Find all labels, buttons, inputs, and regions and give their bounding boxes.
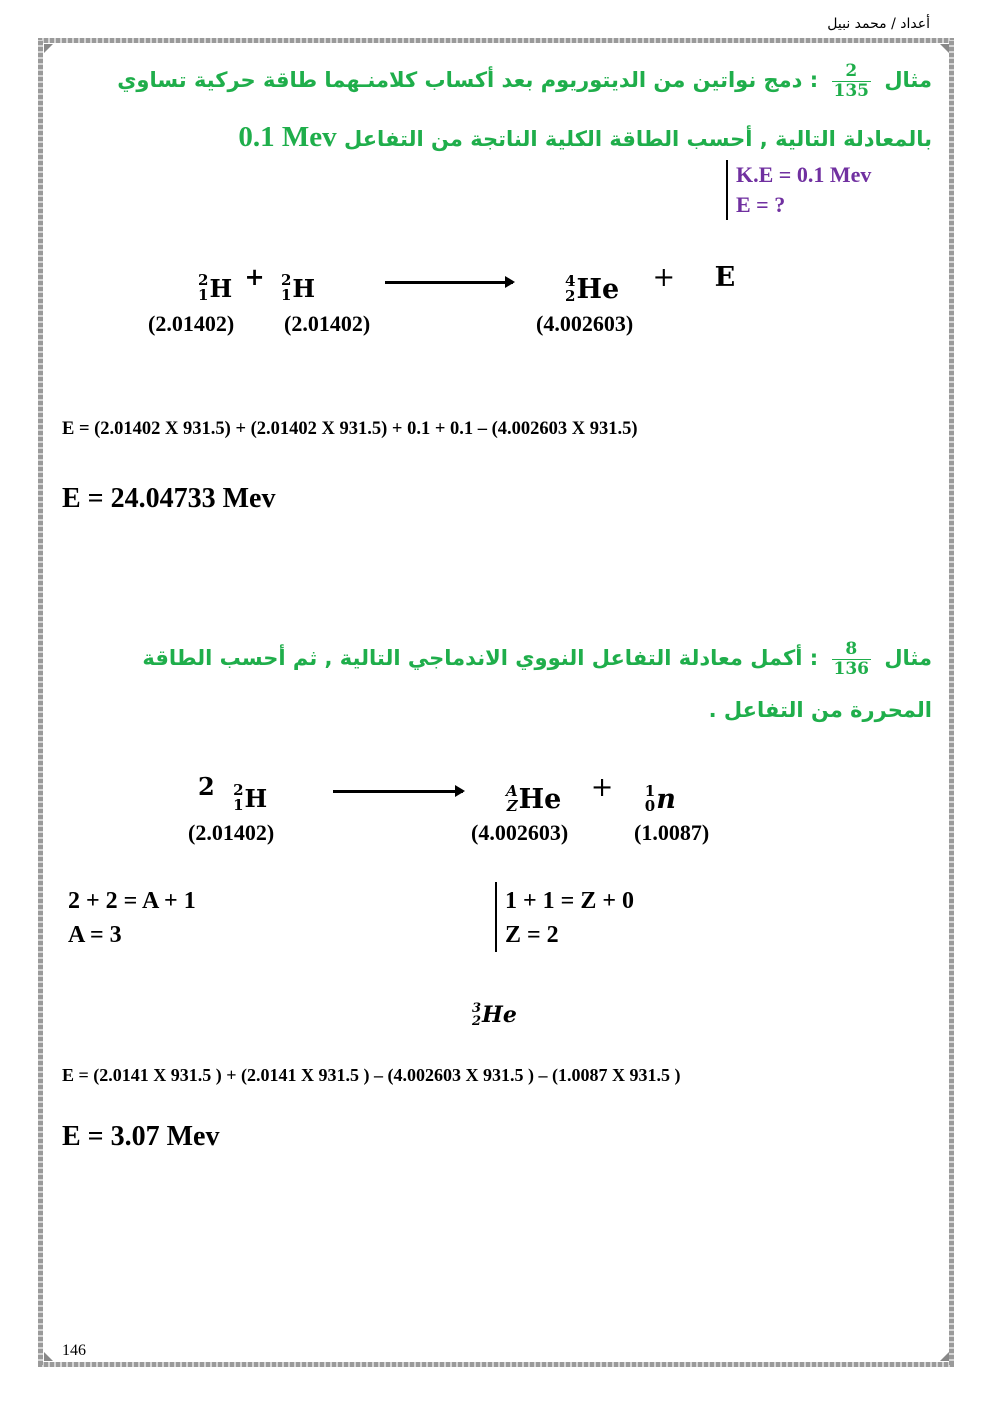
frame-bottom-border bbox=[38, 1362, 954, 1367]
reaction2-reactants bbox=[198, 772, 267, 813]
energy-calculation: E = (2.0141 X 931.5 ) + (2.0141 X 931.5 ) – (4.002603 X 931.5 ) – (1.0087 X 931.5 ) bbox=[62, 1065, 681, 1085]
fraction-numerator: 2 bbox=[845, 61, 858, 81]
charge-balance-equation: 1 + 1 = Z + 0 bbox=[505, 888, 635, 914]
example1-line2 bbox=[238, 121, 932, 154]
example-number-fraction bbox=[832, 62, 872, 100]
nuclide-helium bbox=[565, 274, 619, 305]
kinetic-energy-value: 0.1 Mev bbox=[238, 121, 337, 153]
corner-ornament bbox=[940, 1352, 949, 1361]
atomic-number: 2 bbox=[472, 1014, 482, 1029]
element-symbol: He bbox=[518, 783, 562, 815]
question-text: دمج نواتين من الديتوريوم بعد أكساب كلامنـهما طاقة حركية تساوي bbox=[117, 68, 803, 93]
plus-sign: + bbox=[244, 262, 265, 291]
reaction1-products bbox=[565, 262, 735, 305]
fraction-denominator: 135 bbox=[833, 80, 869, 101]
fraction-denominator: 136 bbox=[833, 658, 869, 679]
atomic-number: 1 bbox=[198, 286, 209, 304]
mass-number: 2 bbox=[198, 271, 209, 289]
reaction2-products bbox=[506, 772, 676, 815]
mass-balance-equation: 2 + 2 = A + 1 bbox=[68, 888, 196, 914]
element-symbol: He bbox=[482, 1002, 517, 1028]
colon: : bbox=[809, 646, 819, 671]
atomic-number: 1 bbox=[280, 286, 292, 304]
energy-result: E = 3.07 Mev bbox=[62, 1121, 220, 1152]
atomic-number-work bbox=[505, 884, 634, 952]
question-text: أكمل معادلة التفاعل النووي الاندماجي التالية , ثم أحسب الطاقة bbox=[142, 646, 803, 671]
atomic-number-answer: Z = 2 bbox=[505, 922, 559, 948]
mass-value: (4.002603) bbox=[471, 820, 569, 845]
mass-number: A bbox=[506, 782, 518, 800]
mass-number: 2 bbox=[233, 781, 244, 799]
nuclide-helium-3 bbox=[472, 1002, 517, 1028]
mass-number: 3 bbox=[472, 1001, 482, 1016]
mass-value: (2.01402) bbox=[188, 820, 275, 845]
mass-number-answer: A = 3 bbox=[68, 922, 122, 948]
element-symbol: H bbox=[209, 273, 233, 303]
mass-number: 4 bbox=[565, 272, 576, 290]
given-energy-unknown: E = ? bbox=[736, 192, 786, 217]
element-symbol: H bbox=[292, 273, 316, 303]
energy-result: E = 24.04733 Mev bbox=[62, 483, 276, 514]
plus-sign: + bbox=[590, 772, 614, 803]
nuclide-helium bbox=[506, 784, 561, 815]
example-label: مثال bbox=[884, 68, 932, 93]
element-symbol: H bbox=[244, 783, 268, 813]
colon: : bbox=[809, 68, 819, 93]
atomic-number: Z bbox=[506, 797, 518, 815]
question-text-2: بالمعادلة التالية , أحسب الطاقة الكلية الناتجة من التفاعل bbox=[343, 127, 932, 151]
atomic-number: 2 bbox=[565, 287, 576, 305]
element-symbol: He bbox=[576, 273, 620, 305]
energy-symbol: E bbox=[714, 262, 736, 293]
product-nuclide bbox=[472, 992, 517, 1028]
nuclide-deuterium bbox=[233, 783, 267, 813]
mass-value: (2.01402) bbox=[284, 311, 371, 336]
corner-ornament bbox=[940, 44, 949, 53]
fraction-numerator: 8 bbox=[845, 639, 858, 659]
atomic-number: 1 bbox=[233, 796, 244, 814]
element-symbol: n bbox=[656, 783, 676, 815]
nuclide-neutron bbox=[645, 784, 676, 815]
frame-left-border bbox=[38, 40, 43, 1365]
work-divider bbox=[495, 882, 497, 952]
atomic-number: 0 bbox=[644, 797, 656, 815]
corner-ornament bbox=[44, 44, 53, 53]
mass-value: (4.002603) bbox=[536, 311, 634, 336]
author-credit: أعداد / محمد نبيل bbox=[827, 16, 930, 32]
coefficient: 2 bbox=[198, 772, 215, 801]
reaction1-reactants bbox=[198, 262, 315, 303]
example-label: مثال bbox=[884, 646, 932, 671]
given-divider bbox=[726, 160, 728, 220]
reaction-arrow bbox=[333, 790, 463, 793]
nuclide-deuterium bbox=[198, 273, 232, 303]
given-values bbox=[736, 160, 871, 220]
given-kinetic-energy: K.E = 0.1 Mev bbox=[736, 162, 872, 187]
energy-calculation: E = (2.01402 X 931.5) + (2.01402 X 931.5) + 0.1 + 0.1 – (4.002603 X 931.5) bbox=[62, 419, 638, 439]
mass-number-work bbox=[68, 884, 196, 952]
mass-value: (1.0087) bbox=[634, 820, 710, 845]
frame-top-border bbox=[38, 38, 954, 43]
mass-number: 1 bbox=[644, 782, 656, 800]
page-number: 146 bbox=[62, 1342, 86, 1359]
plus-sign: + bbox=[652, 262, 676, 293]
reaction-arrow bbox=[385, 281, 513, 284]
example2-line1 bbox=[142, 640, 932, 678]
example-number-fraction bbox=[832, 640, 872, 678]
mass-value: (2.01402) bbox=[148, 311, 235, 336]
example1-line1 bbox=[117, 62, 932, 100]
nuclide-deuterium bbox=[281, 273, 315, 303]
mass-number: 2 bbox=[280, 271, 292, 289]
frame-right-border bbox=[949, 40, 954, 1365]
corner-ornament bbox=[44, 1352, 53, 1361]
question-text-2: المحررة من التفاعل . bbox=[708, 698, 932, 722]
